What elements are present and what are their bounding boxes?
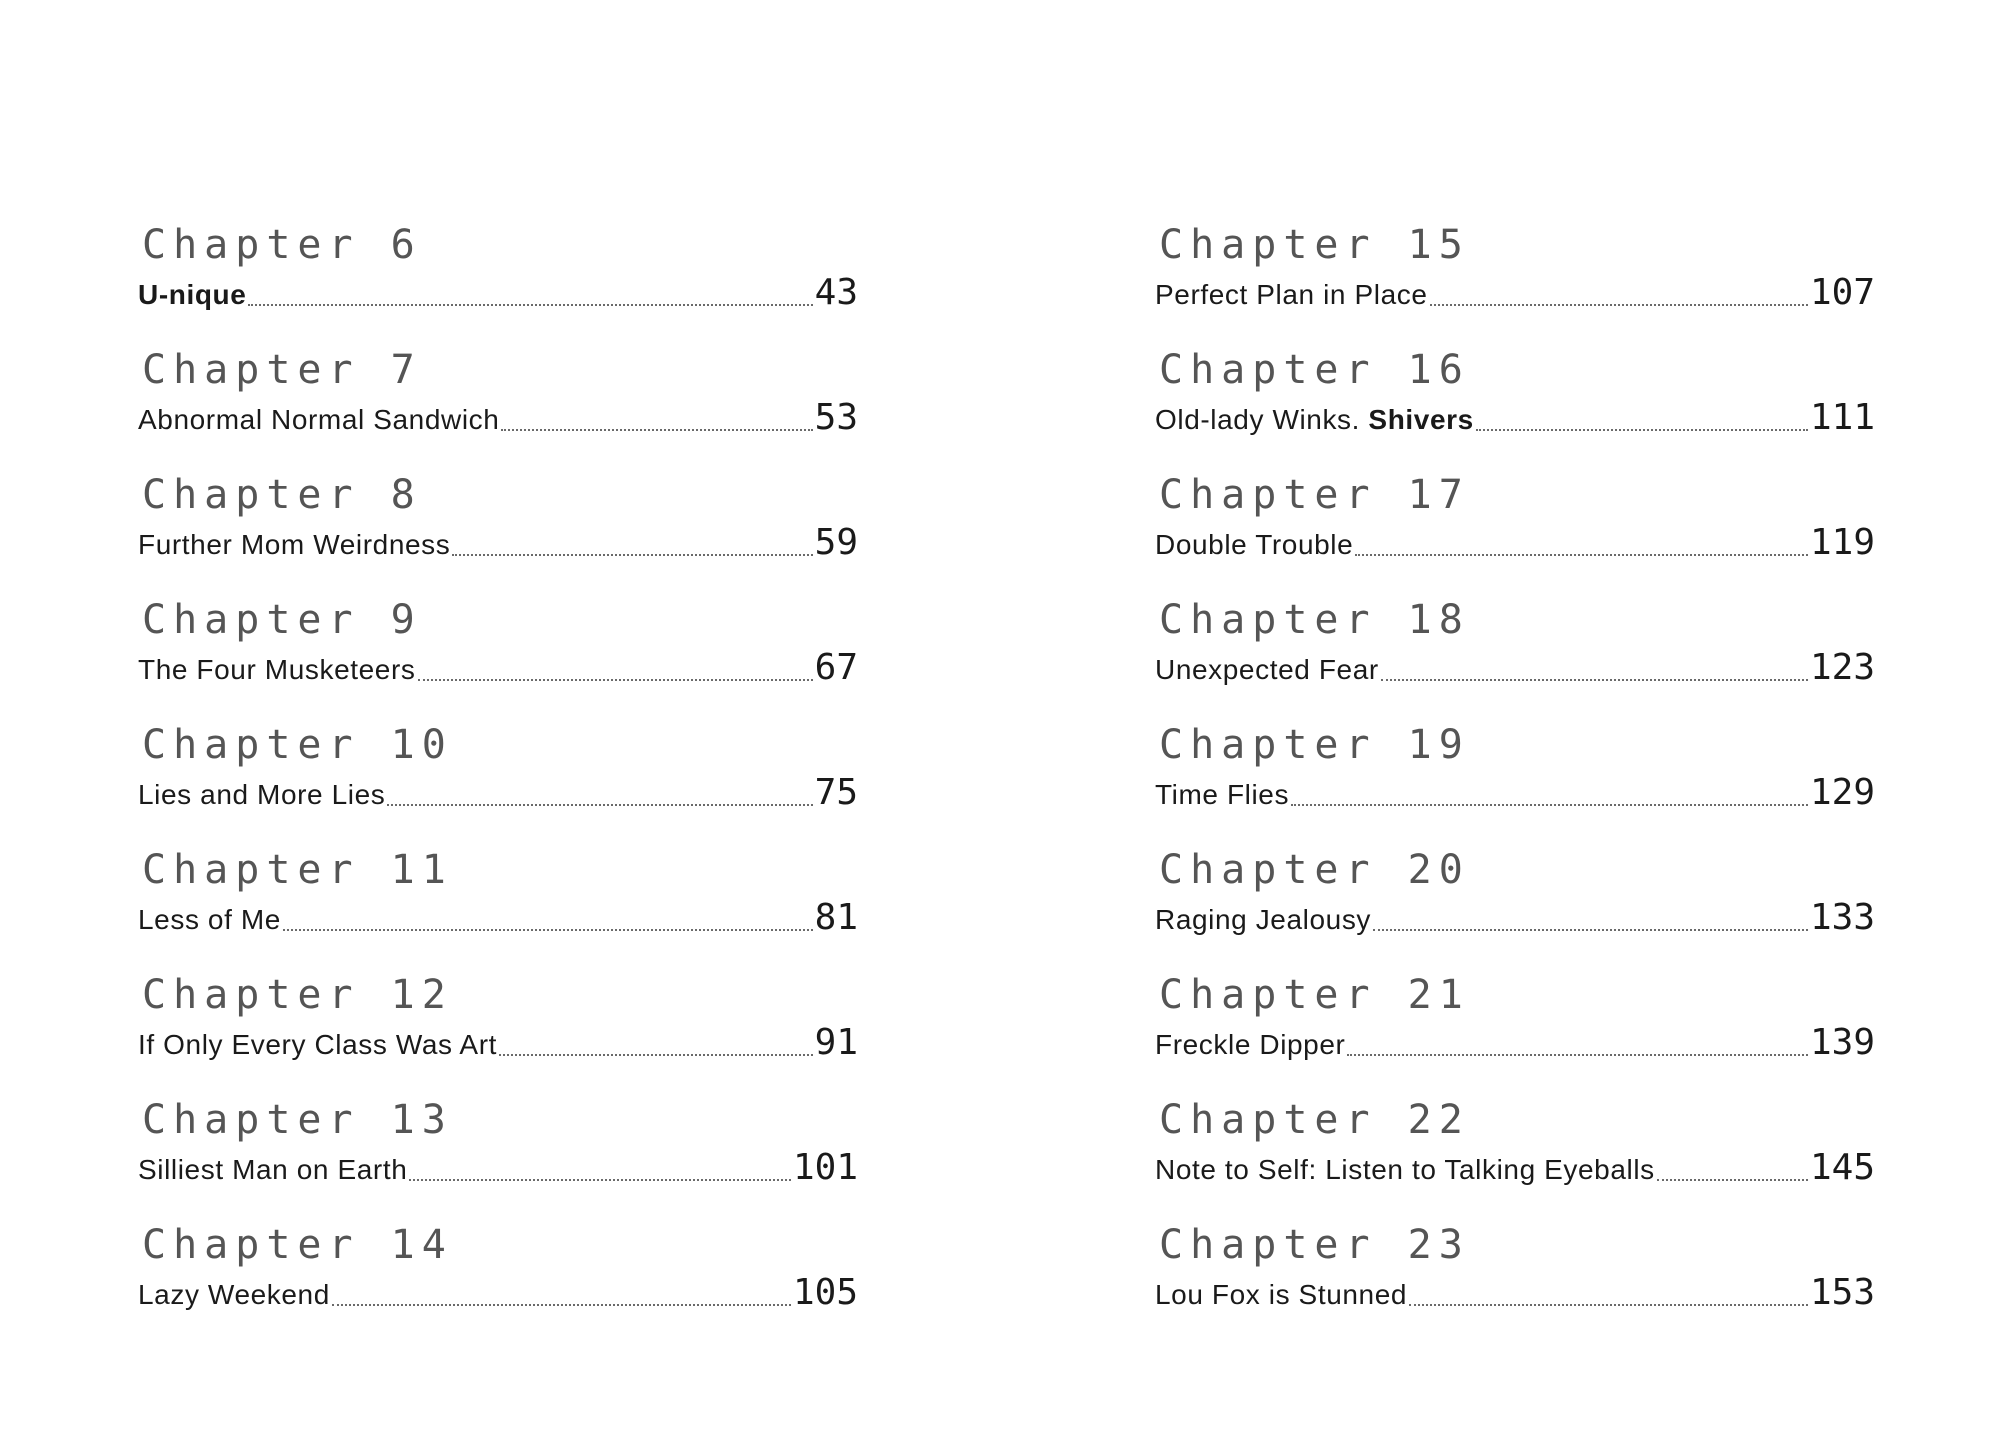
toc-entry [1155,968,1875,1093]
page-number: 101 [792,1147,858,1188]
chapter-title-text: Further Mom Weirdness [138,529,451,560]
chapter-title [1155,1279,1407,1311]
chapter-heading: Chapter 16 [1159,347,1470,393]
toc-entry-line [138,272,858,312]
toc-entry-line [138,522,858,562]
page-number: 53 [814,397,858,438]
dot-leader [248,304,812,306]
dot-leader [418,679,813,681]
toc-entry [1155,1218,1875,1343]
dot-leader [1381,679,1808,681]
toc-entry-line [138,897,858,937]
toc-entry-line [1155,522,1875,562]
page-number: 105 [792,1272,858,1313]
dot-leader [1476,429,1808,431]
dot-leader [1291,804,1808,806]
chapter-title [138,1279,330,1311]
chapter-title-text: Perfect Plan in Place [1155,279,1428,310]
toc-entry [1155,593,1875,718]
page-number: 139 [1809,1022,1875,1063]
chapter-title-text: Time Flies [1155,779,1290,810]
chapter-title-text: Unexpected Fear [1155,654,1379,685]
chapter-heading: Chapter 22 [1159,1097,1470,1143]
chapter-title-text: Old-lady Winks. [1155,404,1369,435]
chapter-title [138,1029,497,1061]
chapter-title-text: Freckle Dipper [1155,1029,1346,1060]
toc-entry-line [1155,1272,1875,1312]
chapter-title-text: Abnormal Normal Sandwich [138,404,500,435]
toc-entry-line [1155,897,1875,937]
chapter-title-text: U-nique [138,279,247,310]
page-number: 145 [1809,1147,1875,1188]
dot-leader [1347,1054,1808,1056]
toc-entry-line [138,772,858,812]
page-number: 123 [1809,647,1875,688]
dot-leader [387,804,812,806]
toc-entry [1155,1093,1875,1218]
chapter-title-text: Lou Fox is Stunned [1155,1279,1408,1310]
page-number: 111 [1809,397,1875,438]
toc-entry [138,968,858,1093]
page-number: 133 [1809,897,1875,938]
dot-leader [1657,1179,1808,1181]
page-number: 91 [814,1022,858,1063]
toc-entry [138,1218,858,1343]
chapter-heading: Chapter 18 [1159,597,1470,643]
chapter-title [1155,1154,1655,1186]
chapter-title-text: Less of Me [138,904,281,935]
toc-entry-line [1155,272,1875,312]
chapter-title-emphasis: Shivers [1368,404,1474,435]
toc-entry [1155,343,1875,468]
chapter-title [1155,529,1353,561]
chapter-title [138,404,499,436]
chapter-title-text: Raging Jealousy [1155,904,1372,935]
page-number: 67 [814,647,858,688]
page-number: 129 [1809,772,1875,813]
page-number: 75 [814,772,858,813]
toc-entry [138,718,858,843]
toc-entry-line [138,397,858,437]
chapter-heading: Chapter 11 [142,847,453,893]
chapter-heading: Chapter 6 [142,222,422,268]
toc-entry-line [1155,772,1875,812]
dot-leader [452,554,812,556]
chapter-title [138,904,281,936]
chapter-heading: Chapter 10 [142,722,453,768]
toc-entry-line [1155,1147,1875,1187]
toc-entry-line [1155,647,1875,687]
dot-leader [409,1179,791,1181]
toc-column-left [138,218,858,1343]
page-number: 119 [1809,522,1875,563]
chapter-title [1155,654,1379,686]
chapter-heading: Chapter 15 [1159,222,1470,268]
chapter-heading: Chapter 23 [1159,1222,1470,1268]
chapter-heading: Chapter 12 [142,972,453,1018]
chapter-heading: Chapter 17 [1159,472,1470,518]
chapter-heading: Chapter 7 [142,347,422,393]
dot-leader [1355,554,1808,556]
chapter-title-text: Lazy Weekend [138,1279,330,1310]
chapter-title-text: Lies and More Lies [138,779,386,810]
chapter-heading: Chapter 9 [142,597,422,643]
chapter-heading: Chapter 20 [1159,847,1470,893]
toc-entry [1155,218,1875,343]
chapter-title-text: Note to Self: Listen to Talking Eyeballs [1155,1154,1655,1185]
chapter-title [1155,404,1474,436]
chapter-title [138,279,246,311]
chapter-title-text: Silliest Man on Earth [138,1154,408,1185]
page-number: 59 [814,522,858,563]
toc-entry [138,843,858,968]
chapter-title [138,779,385,811]
dot-leader [1409,1304,1808,1306]
chapter-title [1155,1029,1345,1061]
dot-leader [332,1304,791,1306]
page-number: 43 [814,272,858,313]
page-number: 107 [1809,272,1875,313]
chapter-title [138,529,450,561]
toc-entry-line [138,1022,858,1062]
toc-entry [138,343,858,468]
chapter-heading: Chapter 13 [142,1097,453,1143]
toc-entry-line [138,1272,858,1312]
dot-leader [1373,929,1808,931]
chapter-title [138,1154,407,1186]
toc-entry [138,468,858,593]
toc-entry [138,1093,858,1218]
toc-entry-line [1155,1022,1875,1062]
page-number: 81 [814,897,858,938]
toc-entry [1155,468,1875,593]
chapter-heading: Chapter 19 [1159,722,1470,768]
chapter-title [138,654,416,686]
toc-column-right [1155,218,1875,1343]
toc-entry-line [138,1147,858,1187]
dot-leader [501,429,812,431]
page-number: 153 [1809,1272,1875,1313]
toc-entry [1155,843,1875,968]
chapter-title-text: If Only Every Class Was Art [138,1029,498,1060]
chapter-title [1155,779,1289,811]
dot-leader [283,929,813,931]
chapter-title [1155,904,1371,936]
toc-entry [138,218,858,343]
dot-leader [499,1054,813,1056]
dot-leader [1430,304,1808,306]
toc-entry [1155,718,1875,843]
chapter-heading: Chapter 21 [1159,972,1470,1018]
chapter-title-text: Double Trouble [1155,529,1354,560]
chapter-heading: Chapter 14 [142,1222,453,1268]
chapter-heading: Chapter 8 [142,472,422,518]
toc-entry [138,593,858,718]
toc-entry-line [138,647,858,687]
chapter-title-text: The Four Musketeers [138,654,416,685]
chapter-title [1155,279,1428,311]
toc-entry-line [1155,397,1875,437]
